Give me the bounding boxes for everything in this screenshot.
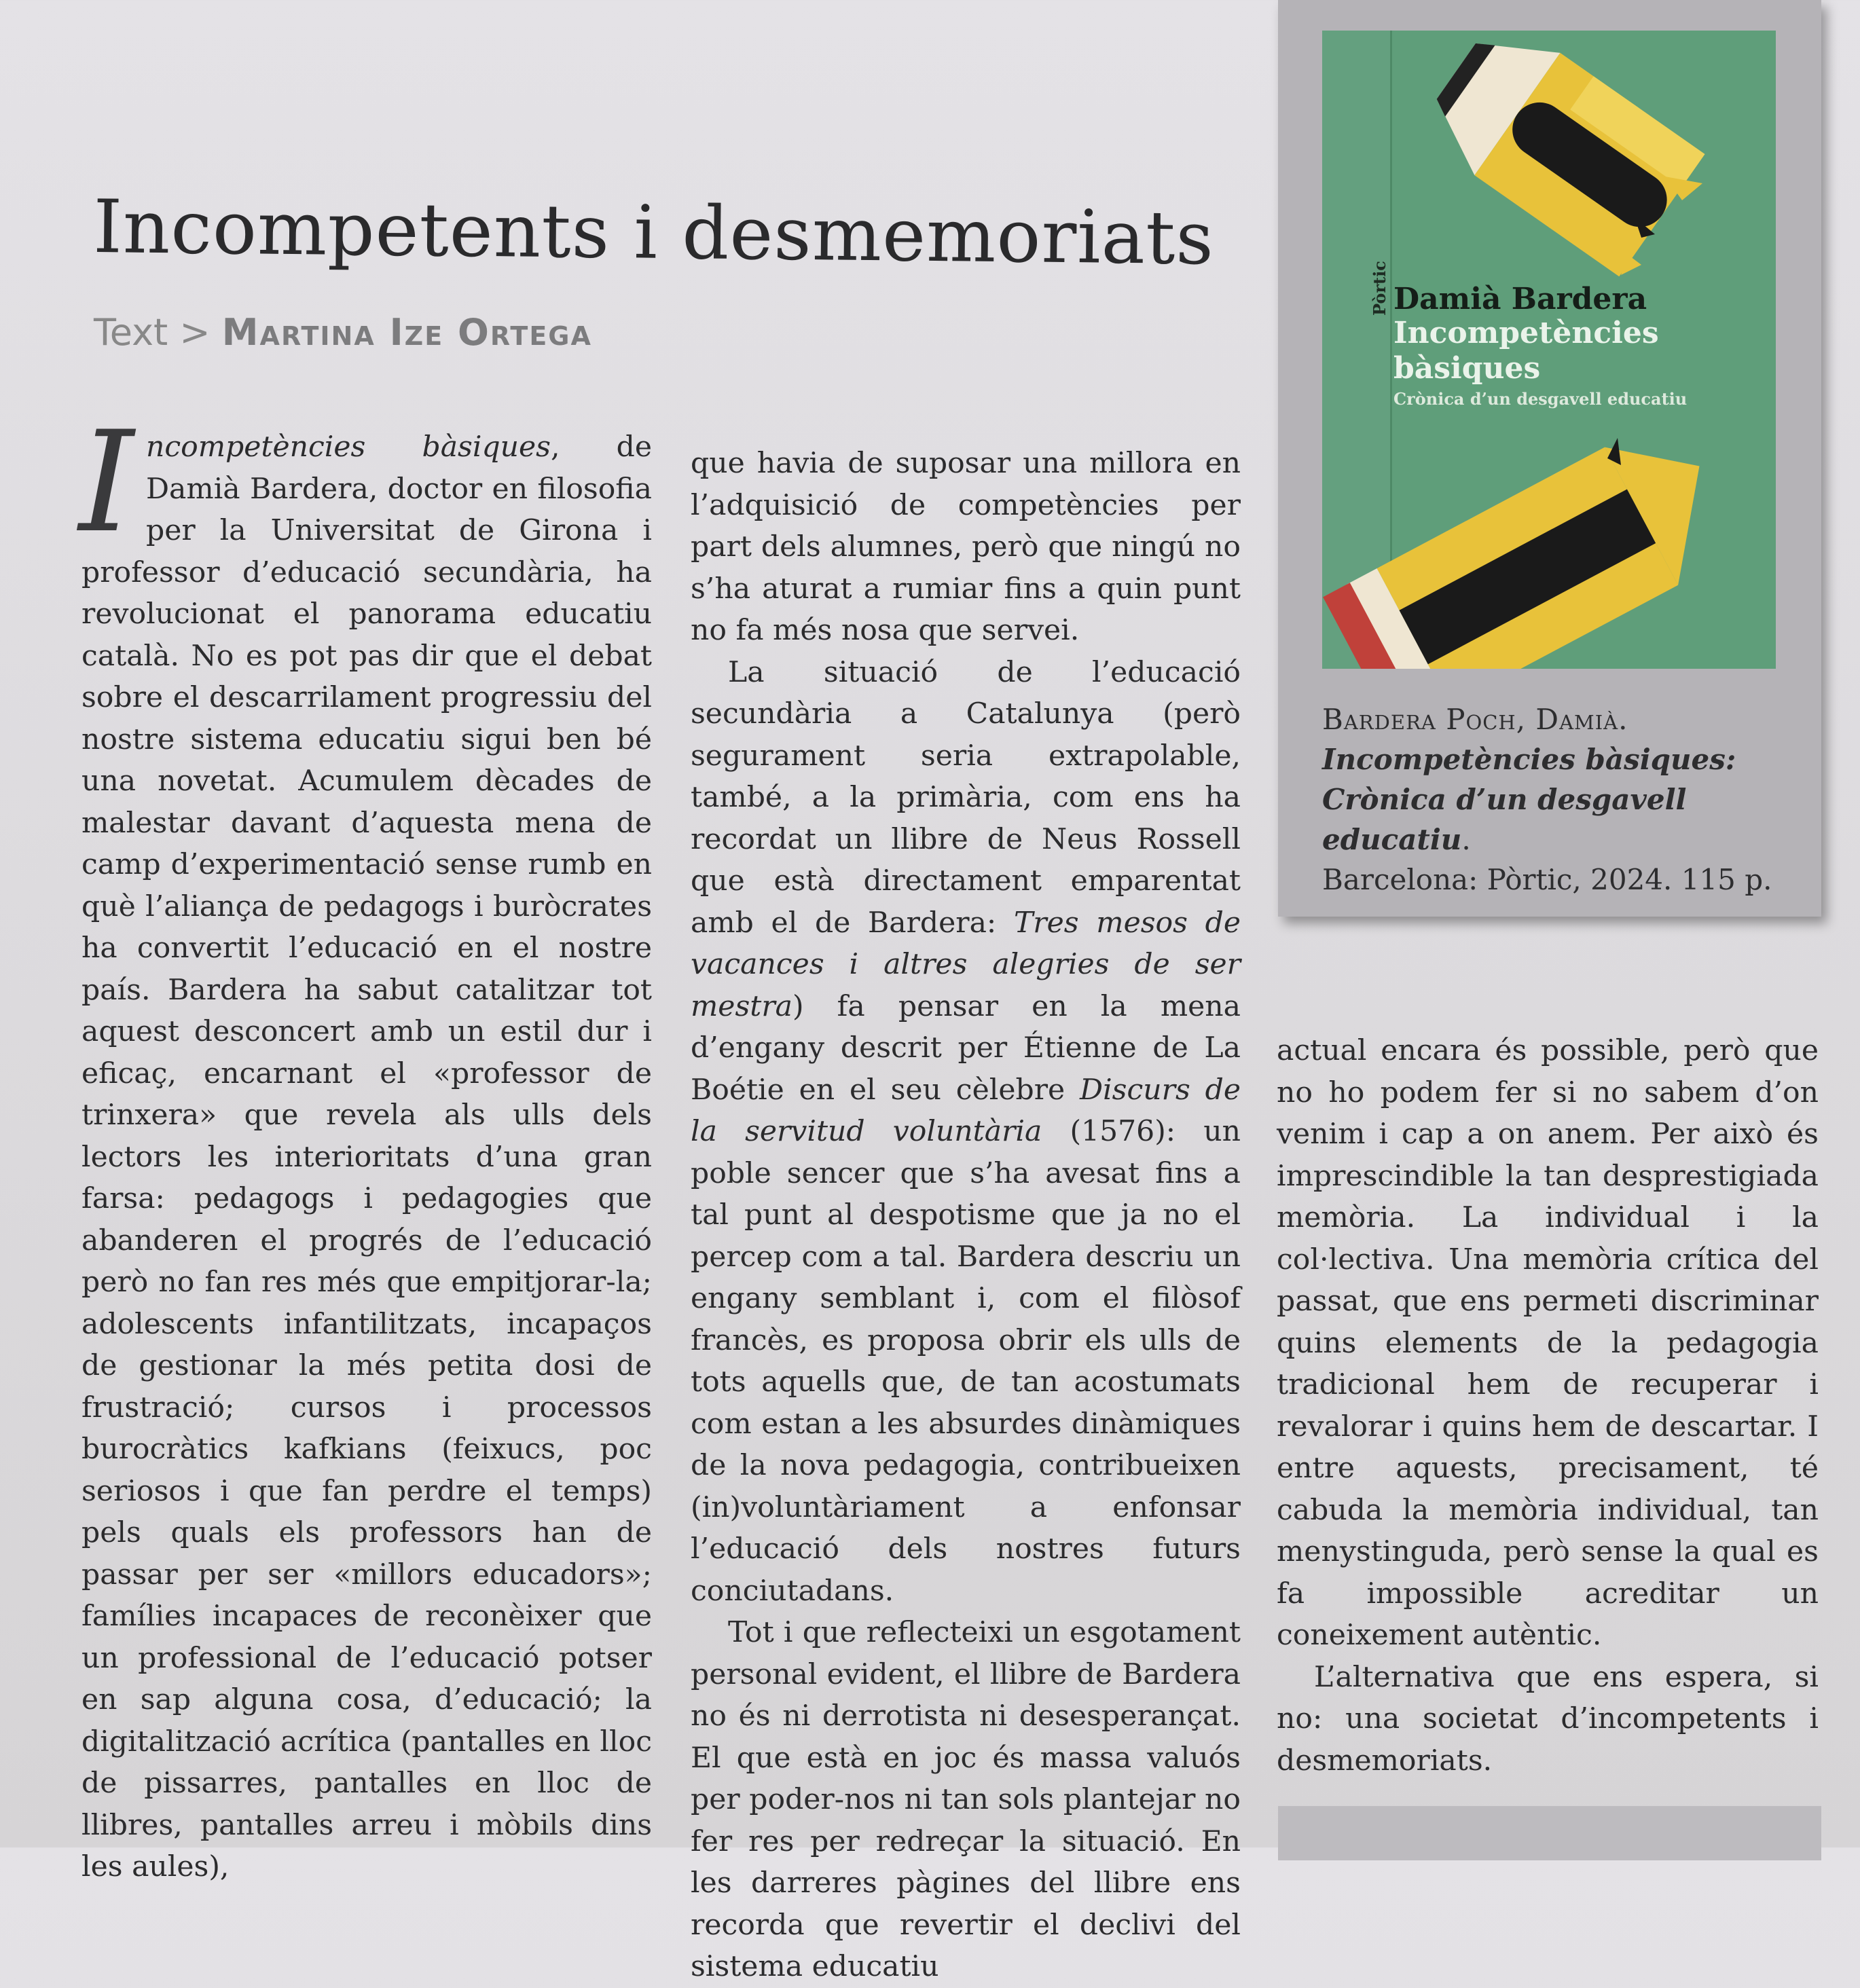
byline-author: Martina Ize Ortega — [221, 311, 592, 354]
caption-title: Incompetències bàsiques: Crònica d’un desgavell educatiu — [1322, 743, 1736, 856]
caption-punct: . — [1461, 823, 1471, 856]
article-column-1 — [79, 402, 652, 1888]
paragraph-text: (1576): un poble sencer que s’ha avesat fins a tal punt al despotisme que ja no el percep com a tal. Bardera descriu un engany semblant i, com el filòsof francès, es proposa obrir els ulls de tots aquells que, de tan acostumats com estan a les absurdes dinàmiques de la nova pedagogia, contribueixen (in)voluntàriament a enfonsar l’educació dels nostres futurs conciutadans. — [691, 1115, 1241, 1608]
paragraph — [79, 402, 652, 1888]
book-cover — [1322, 31, 1776, 669]
publisher-spine: Pòrtic — [1370, 261, 1389, 316]
article-title: Incompetents i desmemoriats — [92, 185, 1215, 282]
paragraph: actual encara és possible, però que no ho podem fer si no sabem d’on venim i cap a on anem. Per això és imprescindible la tan desprestigiada memòria. La individual i la col·lectiva. Una memòria crítica del passat, que ens permeti discriminar quins elements de la pedagogia tradicional hem de recuperar i revalorar i quins hem de descartar. I entre aquests, precisament, té cabuda la memòria individual, tan menystinguda, però sense la qual es fa impossible acreditar un coneixement autèntic. — [1277, 1034, 1819, 1652]
paragraph — [691, 652, 1241, 1613]
book-title-italic: ncompetències bàsiques — [145, 430, 551, 464]
paragraph: que havia de suposar una millora en l’adquisició de competències per part dels alumnes, però que ningú no s’ha aturat a rumiar fins a quin punt no fa més nosa que servei. — [691, 447, 1241, 647]
paragraph-text: La situació de l’educació secundària a Catalunya (però segurament seria extrapolable, també, a la primària, com ens ha recordat un llibre de Neus Rossell que està directament emparentat amb el de Bardera: — [691, 655, 1241, 940]
italic-title: Discurs de la servitud voluntària — [691, 1073, 1241, 1148]
byline-prefix: Text > — [94, 311, 211, 354]
book-sidebar — [1278, 0, 1821, 917]
paragraph: L’alternativa que ens espera, si no: una societat d’incompetents i desmemoriats. — [1277, 1660, 1819, 1778]
caption-publication: Barcelona: Pòrtic, 2024. 115 p. — [1322, 863, 1772, 896]
cover-title: Incompetències bàsiques — [1393, 316, 1659, 386]
cover-subtitle: Crònica d’un desgavell educatiu — [1393, 389, 1688, 409]
drop-cap: I — [79, 402, 134, 564]
caption-author: Bardera Poch, Damià. — [1322, 703, 1628, 736]
paragraph-text: , de Damià Bardera, doctor en filosofia per la Universitat de Girona i professor d’educació secundària, ha revolucionat el panorama educatiu català. No es pot pas dir que el debat sobre el descarrilament progressiu del nostre sistema educatiu sigui ben bé una novetat. Acumulem dècades de malestar davant d’aquesta mena de camp d’experimentació sense rumb en què l’aliança de pedagogs i buròcrates ha convertit l’educació en el nostre país. Bardera ha sabut catalitzar tot aquest desconcert amb un estil dur i eficaç, encarnant el «professor de trinxera» que revela als ulls dels lectors les interioritats d’una gran farsa: pedagogs i pedagogies que abanderen el progrés de l’educació però no fan res més que empitjorar-la; adolescents infantilitzats, incapaços de gestionar la més petita dosi de frustració; cursos i processos burocràtics kafkians (feixucs, poc seriosos i que fan perdre el temps) pels quals els professors han de passar per ser «millors educadors»; famílies incapaces de reconèixer que un professional de l’educació potser en sap alguna cosa, d’educació; la digitalització acrítica (pantalles en lloc de pissarres, pantalles en lloc de llibres, pantalles arreu i mòbils dins les aules), — [81, 430, 652, 1883]
next-sidebar-edge — [1278, 1806, 1821, 1860]
article-column-3 — [1277, 1030, 1819, 1782]
article-column-2 — [691, 443, 1241, 1988]
paragraph-text: ) fa pensar en la mena d’engany descrit per Étienne de La Boétie en el seu cèlebre — [691, 989, 1241, 1107]
byline — [94, 311, 592, 354]
italic-title: Tres mesos de vacances i altres alegries de ser mestra — [691, 906, 1241, 1023]
book-caption — [1322, 699, 1798, 900]
paragraph: Tot i que reflecteixi un esgotament personal evident, el llibre de Bardera no és ni derrotista ni desesperançat. El que està en joc és massa valuós per poder-nos ni tan sols plantejar no fer res per redreçar la situació. En les darreres pàgines del llibre ens recorda que revertir el declivi del sistema educatiu — [691, 1616, 1241, 1983]
cover-author: Damià Bardera — [1393, 282, 1647, 316]
